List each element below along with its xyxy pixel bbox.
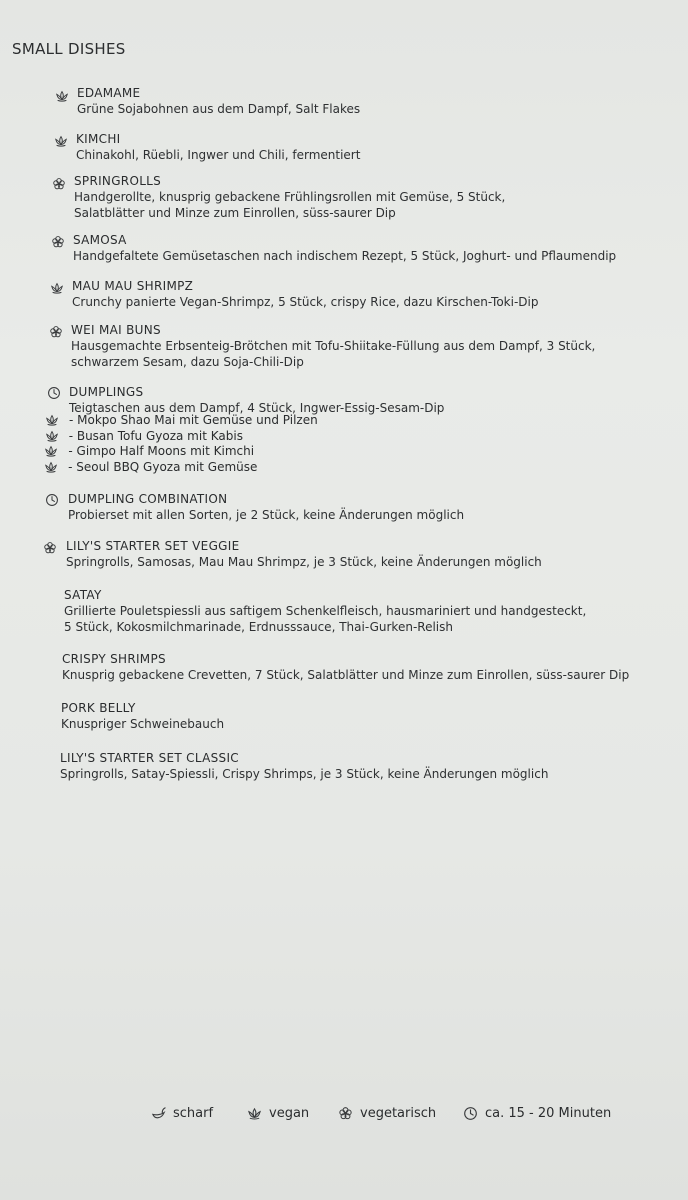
menu-item-description: Probierset mit allen Sorten, je 2 Stück, keine Änderungen möglich: [68, 508, 465, 522]
menu-item-name: WEI MAI BUNS: [71, 323, 161, 337]
menu-item-name: DUMPLING COMBINATION: [68, 492, 228, 506]
clock-icon: [45, 493, 59, 507]
menu-item-name: SPRINGROLLS: [74, 174, 162, 188]
page-title: SMALL DISHES: [12, 40, 126, 58]
spicy-chili-icon: [151, 1106, 166, 1121]
legend-item: [463, 1106, 611, 1121]
menu-item-description: Teigtaschen aus dem Dampf, 4 Stück, Ingwer-Essig-Sesam-Dip: [69, 401, 445, 415]
dumpling-variant: - Seoul BBQ Gyoza mit Gemüse: [68, 459, 258, 474]
dumpling-variant: - Busan Tofu Gyoza mit Kabis: [68, 428, 243, 443]
menu-item-description: Grüne Sojabohnen aus dem Dampf, Salt Flakes: [77, 102, 361, 116]
menu-item-name: DUMPLINGS: [69, 385, 144, 399]
menu-item-description: Hausgemachte Erbsenteig-Brötchen mit Tofu-Shiitake-Füllung aus dem Dampf, 3 Stück,: [71, 339, 596, 353]
legend: [0, 1106, 688, 1130]
menu-item-name: MAU MAU SHRIMPZ: [72, 279, 194, 293]
vegetarian-flower-icon: [338, 1106, 353, 1121]
menu-item: [61, 700, 224, 732]
menu-item-description: Chinakohl, Rüebli, Ingwer und Chili, fermentiert: [76, 148, 361, 162]
menu-item-name: CRISPY SHRIMPS: [62, 652, 166, 666]
menu-item: [71, 322, 595, 370]
legend-item: [151, 1106, 213, 1121]
vegan-lotus-icon: [45, 413, 59, 427]
menu-item: [77, 85, 360, 117]
clock-icon: [47, 386, 61, 400]
vegetarian-flower-icon: [49, 325, 63, 339]
vegan-lotus-icon: [54, 134, 68, 148]
vegan-lotus-icon: [45, 429, 59, 443]
legend-item: [247, 1106, 309, 1121]
menu-item-name: PORK BELLY: [61, 701, 136, 715]
menu-item-name: SATAY: [64, 588, 102, 602]
menu-item: [72, 278, 538, 310]
menu-item-description: Handgerollte, knusprig gebackene Frühlingsrollen mit Gemüse, 5 Stück,: [74, 190, 506, 204]
menu-item-description: Handgefaltete Gemüsetaschen nach indischem Rezept, 5 Stück, Joghurt- und Pflaumendip: [73, 249, 617, 263]
menu-item-description: 5 Stück, Kokosmilchmarinade, Erdnusssauce, Thai-Gurken-Relish: [64, 620, 453, 634]
menu-item: [73, 232, 616, 264]
menu-item-name: LILY'S STARTER SET CLASSIC: [60, 751, 239, 765]
dumpling-variant: - Gimpo Half Moons mit Kimchi: [68, 444, 255, 458]
menu-item-description: schwarzem Sesam, dazu Soja-Chili-Dip: [71, 355, 304, 369]
legend-label: scharf: [173, 1106, 214, 1121]
legend-label: vegetarisch: [360, 1106, 437, 1121]
legend-item: [338, 1106, 436, 1121]
menu-item-description: Knusprig gebackene Crevetten, 7 Stück, Salatblätter und Minze zum Einrollen, süss-saurer Dip: [62, 668, 630, 682]
vegan-lotus-icon: [44, 444, 58, 458]
menu-item: [60, 750, 548, 782]
vegan-lotus-icon: [247, 1106, 262, 1121]
menu-item: [64, 587, 586, 635]
clock-icon: [463, 1106, 478, 1121]
menu-item-name: EDAMAME: [77, 86, 141, 100]
menu-item-description: Springrolls, Samosas, Mau Mau Shrimpz, je 3 Stück, keine Änderungen möglich: [66, 555, 542, 569]
menu-item: [68, 491, 464, 523]
menu-item-description: Crunchy panierte Vegan-Shrimpz, 5 Stück, crispy Rice, dazu Kirschen-Toki-Dip: [72, 295, 539, 309]
vegan-lotus-icon: [50, 281, 64, 295]
legend-label: ca. 15 - 20 Minuten: [485, 1106, 612, 1121]
legend-label: vegan: [269, 1106, 310, 1121]
menu-item: [74, 173, 505, 221]
dumpling-variant: - Mokpo Shao Mai mit Gemüse und Pilzen: [69, 413, 318, 427]
menu-item-description: Springrolls, Satay-Spiessli, Crispy Shrimps, je 3 Stück, keine Änderungen möglich: [60, 767, 549, 781]
menu-item-name: KIMCHI: [76, 132, 121, 146]
menu-item-name: SAMOSA: [73, 233, 127, 247]
menu-item: [66, 538, 542, 570]
vegetarian-flower-icon: [52, 177, 66, 191]
menu-item-description: Salatblätter und Minze zum Einrollen, süss-saurer Dip: [74, 206, 396, 220]
vegetarian-flower-icon: [43, 541, 57, 555]
menu-item: [76, 131, 360, 163]
menu-item: [62, 651, 629, 683]
vegan-lotus-icon: [44, 460, 58, 474]
menu-item-description: Knuspriger Schweinebauch: [61, 717, 225, 731]
vegan-lotus-icon: [55, 89, 69, 103]
vegetarian-flower-icon: [51, 235, 65, 249]
menu-item-name: LILY'S STARTER SET VEGGIE: [66, 539, 240, 553]
menu-item-description: Grillierte Pouletspiessli aus saftigem Schenkelfleisch, hausmariniert und handgesteckt,: [64, 604, 587, 618]
